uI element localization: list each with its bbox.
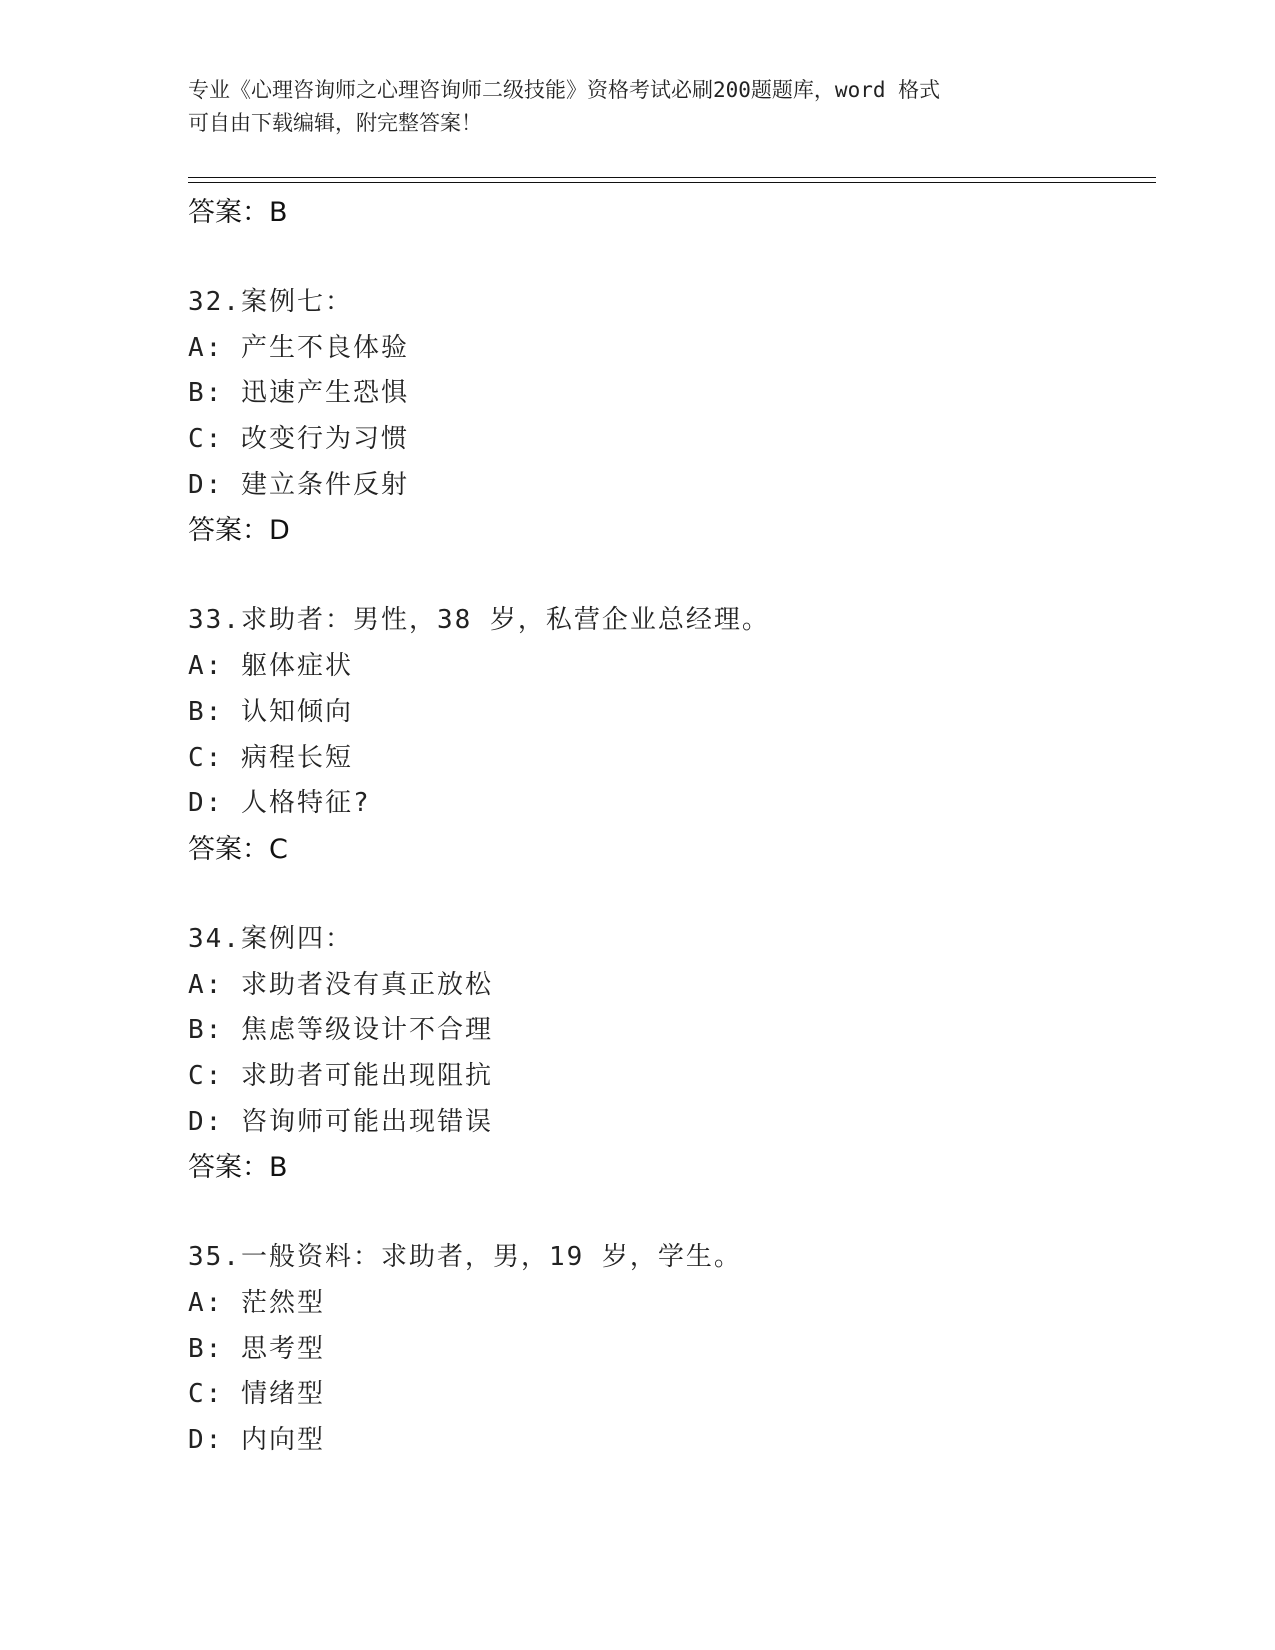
header-rule-top [188, 177, 1156, 178]
option-d: D: 咨询师可能出现错误 [188, 1106, 493, 1137]
question-stem: 34.案例四： [188, 923, 353, 954]
option-a: A: 求助者没有真正放松 [188, 969, 493, 1000]
question-35 [188, 1235, 1156, 1463]
answer-line: 答案：B [188, 1152, 288, 1184]
option-c: C: 病程长短 [188, 742, 353, 773]
option-d: D: 建立条件反射 [188, 469, 409, 500]
option-c: C: 改变行为习惯 [188, 424, 409, 455]
spacer [188, 553, 1156, 598]
question-33 [188, 598, 1156, 871]
option-c: C: 情绪型 [188, 1379, 325, 1410]
question-32 [188, 280, 1156, 553]
document-header [188, 74, 1088, 140]
spacer [188, 235, 1156, 280]
question-34 [188, 917, 1156, 1190]
option-c: C: 求助者可能出现阻抗 [188, 1060, 493, 1091]
option-b: B: 焦虑等级设计不合理 [188, 1015, 493, 1046]
option-a: A: 产生不良体验 [188, 332, 409, 363]
spacer [188, 872, 1156, 917]
header-line-2: 可自由下载编辑，附完整答案！ [188, 111, 482, 135]
answer-line: 答案：B [188, 197, 288, 228]
answer-line: 答案：D [188, 515, 290, 547]
option-b: B: 思考型 [188, 1333, 325, 1364]
question-stem: 32.案例七： [188, 287, 353, 317]
spacer [188, 1190, 1156, 1235]
option-a: A: 躯体症状 [188, 651, 353, 682]
question-stem: 33.求助者：男性，38 岁，私营企业总经理。 [188, 605, 770, 636]
question-stem: 35.一般资料：求助者，男，19 岁，学生。 [188, 1242, 742, 1273]
option-b: B: 认知倾向 [188, 696, 353, 727]
option-d: D: 人格特征? [188, 788, 371, 819]
header-line-1: 专业《心理咨询师之心理咨询师二级技能》资格考试必刷200题题库，word 格式 [188, 78, 941, 102]
option-a: A: 茫然型 [188, 1288, 325, 1318]
option-b: B: 迅速产生恐惧 [188, 378, 409, 409]
question-list [188, 190, 1156, 1464]
header-rule-bottom [188, 182, 1156, 183]
option-d: D: 内向型 [188, 1425, 325, 1456]
answer-line: 答案：C [188, 833, 288, 865]
